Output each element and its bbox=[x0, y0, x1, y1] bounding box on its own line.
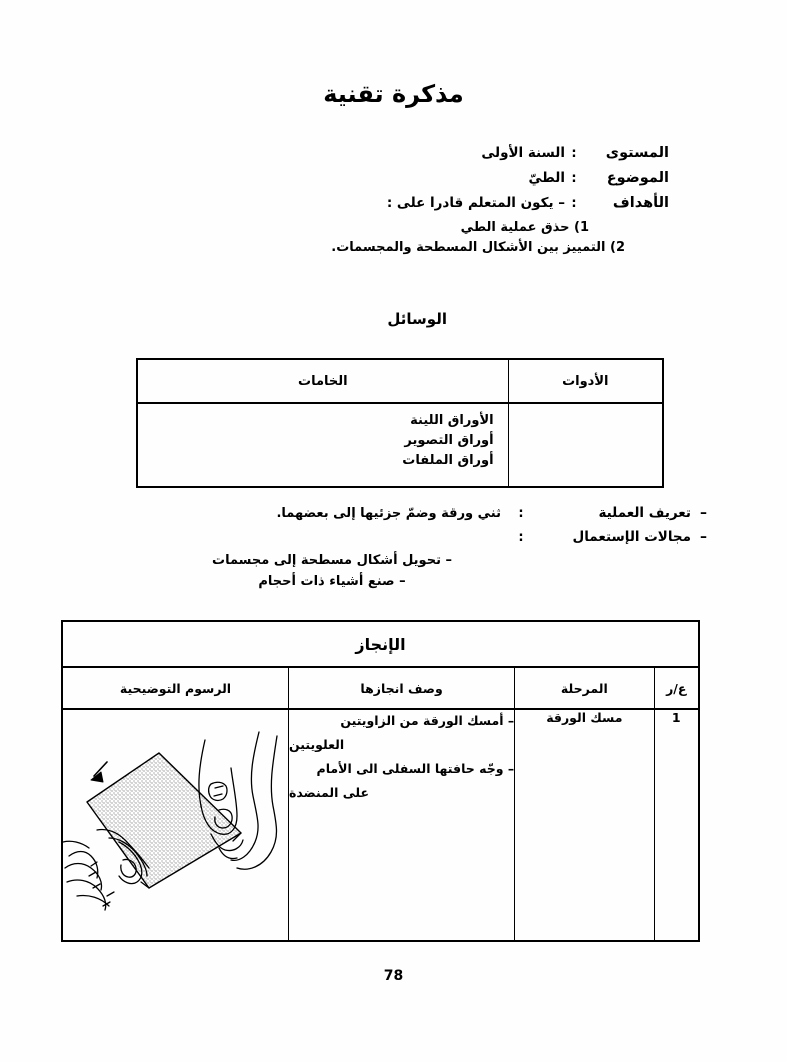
execution-cell-stage: مسك الورقة bbox=[515, 709, 654, 941]
tools-list bbox=[509, 404, 662, 411]
meta-label-objectives: الأهداف bbox=[612, 195, 669, 211]
execution-cell-description bbox=[289, 709, 515, 941]
execution-col-header-number: ع/ر bbox=[654, 667, 699, 709]
table-row bbox=[62, 709, 699, 941]
objectives-list bbox=[109, 220, 669, 255]
page-number: 78 bbox=[383, 968, 404, 984]
definition-row-usage bbox=[87, 529, 707, 545]
meta-colon-subject: : bbox=[571, 171, 577, 186]
execution-table-title-row bbox=[62, 621, 699, 667]
execution-cell-illustration bbox=[62, 709, 289, 941]
definition-dash-process: – bbox=[700, 505, 707, 521]
raw-material-item: أوراق التصوير bbox=[404, 433, 494, 449]
meta-row-objectives bbox=[109, 195, 669, 211]
meta-label-level: المستوى bbox=[605, 145, 669, 161]
execution-col-header-description: وصف انجازها bbox=[289, 667, 515, 709]
raw-material-item: الأوراق اللينة bbox=[410, 413, 494, 428]
meta-value-objectives: – يكون المتعلم قادرا على : bbox=[386, 195, 565, 211]
execution-table bbox=[61, 620, 700, 942]
execution-table-header-row bbox=[62, 667, 699, 709]
description-line: – وجّه حافتها السفلى الى الأمام bbox=[316, 760, 515, 776]
definition-colon-usage: : bbox=[518, 530, 524, 545]
usage-items-list bbox=[87, 553, 707, 589]
definition-dash-usage: – bbox=[700, 529, 707, 545]
definition-label-usage: مجالات الإستعمال bbox=[572, 529, 691, 545]
meta-row-level bbox=[109, 145, 669, 161]
meta-colon-objectives: : bbox=[571, 196, 577, 211]
section-heading-materials: الوسائل bbox=[387, 310, 447, 328]
usage-item: – صنع أشياء ذات أحجام bbox=[258, 574, 406, 589]
definition-block bbox=[87, 505, 707, 595]
objective-item-1: 1) حذق عملية الطي bbox=[460, 220, 589, 235]
meta-label-subject: الموضوع bbox=[606, 170, 669, 186]
execution-col-header-illustration: الرسوم التوضيحية bbox=[62, 667, 289, 709]
definition-row-process bbox=[87, 505, 707, 521]
hands-holding-paper-drawing bbox=[63, 710, 288, 935]
meta-value-level: السنة الأولى bbox=[481, 145, 565, 161]
description-line: – أمسك الورقة من الزاويتين bbox=[340, 713, 515, 728]
meta-value-subject: الطيّ bbox=[528, 170, 565, 186]
meta-colon-level: : bbox=[571, 146, 577, 161]
materials-cell-tools bbox=[508, 403, 663, 487]
meta-row-subject bbox=[109, 170, 669, 186]
raw-material-item: أوراق الملفات bbox=[402, 453, 494, 469]
materials-table-header-row bbox=[137, 359, 663, 403]
definition-label-process: تعريف العملية bbox=[598, 505, 691, 521]
description-line: على المنضدة bbox=[289, 784, 370, 800]
execution-table-title: الإنجاز bbox=[62, 621, 699, 667]
objective-item-2: 2) التمييز بين الأشكال المسطحة والمجسمات. bbox=[331, 240, 625, 255]
materials-col-header-raw: الخامات bbox=[137, 359, 508, 403]
usage-item: – تحويل أشكال مسطحة إلى مجسمات bbox=[212, 553, 452, 568]
materials-table-row bbox=[137, 403, 663, 487]
description-line: العلويتين bbox=[289, 736, 345, 752]
definition-value-process: ثني ورقة وضمّ جزئيها إلى بعضهما. bbox=[276, 506, 501, 521]
page-title: مذكرة تقنية bbox=[323, 80, 464, 108]
definition-colon-process: : bbox=[518, 506, 524, 521]
execution-cell-number: 1 bbox=[654, 709, 699, 941]
materials-table bbox=[136, 358, 664, 488]
header-meta-block bbox=[109, 145, 669, 260]
materials-cell-raw bbox=[137, 403, 508, 487]
execution-col-header-stage: المرحلة bbox=[515, 667, 654, 709]
materials-col-header-tools: الأدوات bbox=[508, 359, 663, 403]
raw-materials-list bbox=[138, 404, 508, 471]
